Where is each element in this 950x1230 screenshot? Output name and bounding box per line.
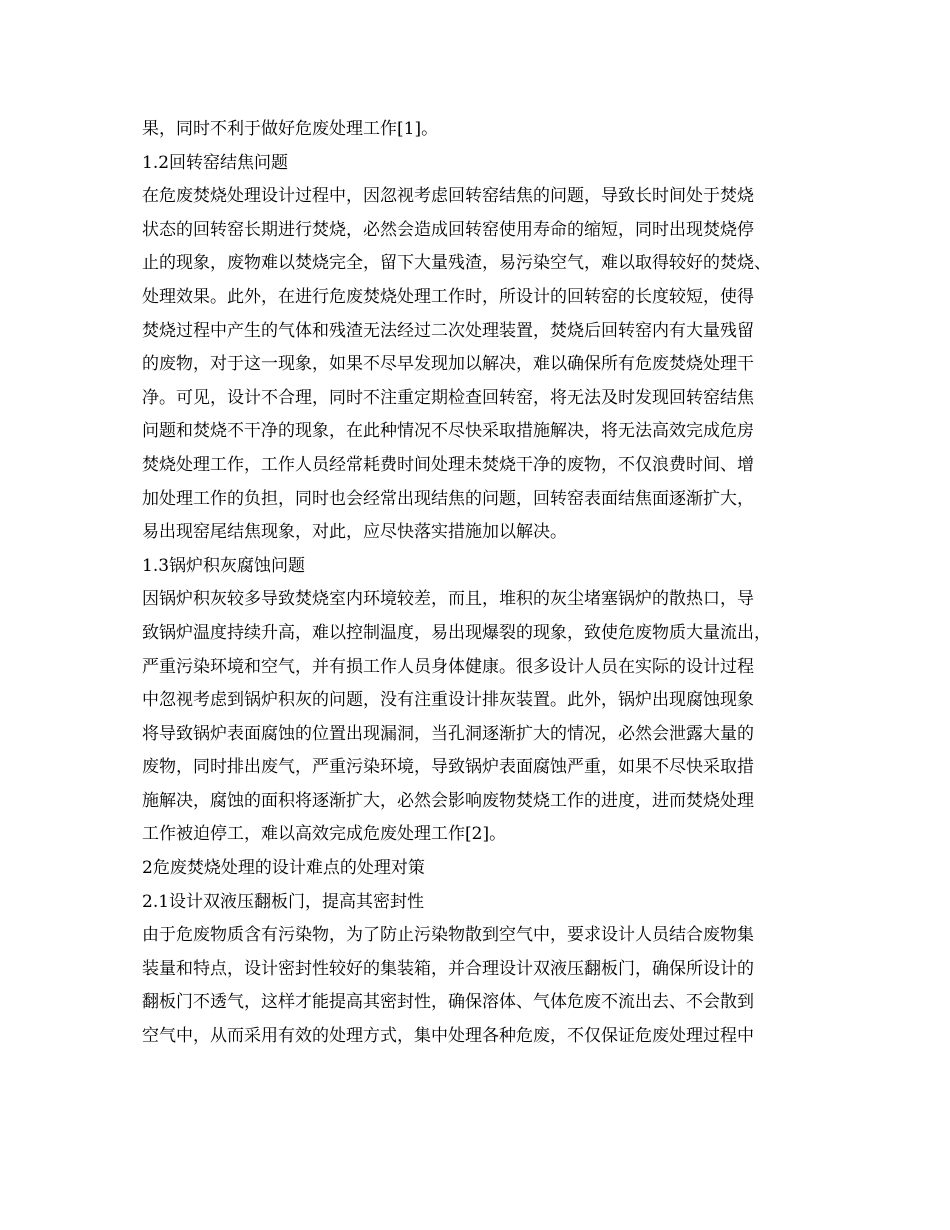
section-heading: 2.1设计双液压翻板门，提高其密封性 — [142, 891, 425, 912]
text-line: 装量和特点，设计密封性较好的集装箱，并合理设计双液压翻板门，确保所设计的 — [142, 958, 754, 979]
text-line: 净。可见，设计不合理，同时不注重定期检查回转窑，将无法及时发现回转窑结焦 — [142, 387, 754, 408]
text-line: 果，同时不利于做好危废处理工作[1]。 — [142, 119, 439, 139]
text-line: 的废物，对于这一现象，如果不尽早发现加以解决，难以确保所有危废焚烧处理干 — [142, 354, 754, 375]
text-line: 处理效果。此外，在进行危废焚烧处理工作时，所设计的回转窑的长度较短，使得 — [142, 286, 754, 307]
text-line: 问题和焚烧不干净的现象，在此种情况不尽快采取措施解决，将无法高效完成危房 — [142, 421, 754, 442]
section-heading: 1.3锅炉积灰腐蚀问题 — [142, 555, 306, 576]
text-line: 翻板门不透气，这样才能提高其密封性，确保溶体、气体危废不流出去、不会散到 — [142, 992, 754, 1013]
text-line: 焚烧处理工作，工作人员经常耗费时间处理未焚烧干净的废物，不仅浪费时间、增 — [142, 454, 754, 475]
text-line: 废物，同时排出废气，严重污染环境，导致锅炉表面腐蚀严重，如果不尽快采取措 — [142, 757, 754, 778]
text-line: 空气中，从而采用有效的处理方式，集中处理各种危废，不仅保证危废处理过程中 — [142, 1026, 754, 1047]
text-line: 严重污染环境和空气，并有损工作人员身体健康。很多设计人员在实际的设计过程 — [142, 656, 754, 677]
text-line: 中忽视考虑到锅炉积灰的问题，没有注重设计排灰装置。此外，锅炉出现腐蚀现象 — [142, 690, 754, 711]
section-heading: 1.2回转窑结焦问题 — [142, 152, 289, 173]
text-line: 止的现象，废物难以焚烧完全，留下大量残渣，易污染空气，难以取得较好的焚烧、 — [142, 253, 771, 274]
text-line: 焚烧过程中产生的气体和残渣无法经过二次处理装置，焚烧后回转窑内有大量残留 — [142, 320, 754, 341]
text-line: 在危废焚烧处理设计过程中，因忽视考虑回转窑结焦的问题，导致长时间处于焚烧 — [142, 186, 754, 207]
text-line: 因锅炉积灰较多导致焚烧室内环境较差，而且，堆积的灰尘堵塞锅炉的散热口，导 — [142, 589, 754, 610]
text-line: 状态的回转窑长期进行焚烧，必然会造成回转窑使用寿命的缩短，同时出现焚烧停 — [142, 219, 754, 240]
text-line: 施解决，腐蚀的面积将逐渐扩大，必然会影响废物焚烧工作的进度，进而焚烧处理 — [142, 790, 754, 811]
text-line: 将导致锅炉表面腐蚀的位置出现漏洞，当孔洞逐渐扩大的情况，必然会泄露大量的 — [142, 723, 754, 744]
document-body — [142, 113, 832, 1054]
text-line: 由于危废物质含有污染物，为了防止污染物散到空气中，要求设计人员结合废物集 — [142, 925, 754, 946]
text-line: 致锅炉温度持续升高，难以控制温度，易出现爆裂的现象，致使危废物质大量流出， — [142, 622, 771, 643]
text-line: 易出现窑尾结焦现象，对此，应尽快落实措施加以解决。 — [142, 522, 567, 543]
text-line: 加处理工作的负担，同时也会经常出现结焦的问题，回转窑表面结焦面逐渐扩大， — [142, 488, 754, 509]
text-line: 工作被迫停工，难以高效完成危废处理工作[2]。 — [142, 824, 507, 845]
section-heading: 2危废焚烧处理的设计难点的处理对策 — [142, 858, 425, 879]
